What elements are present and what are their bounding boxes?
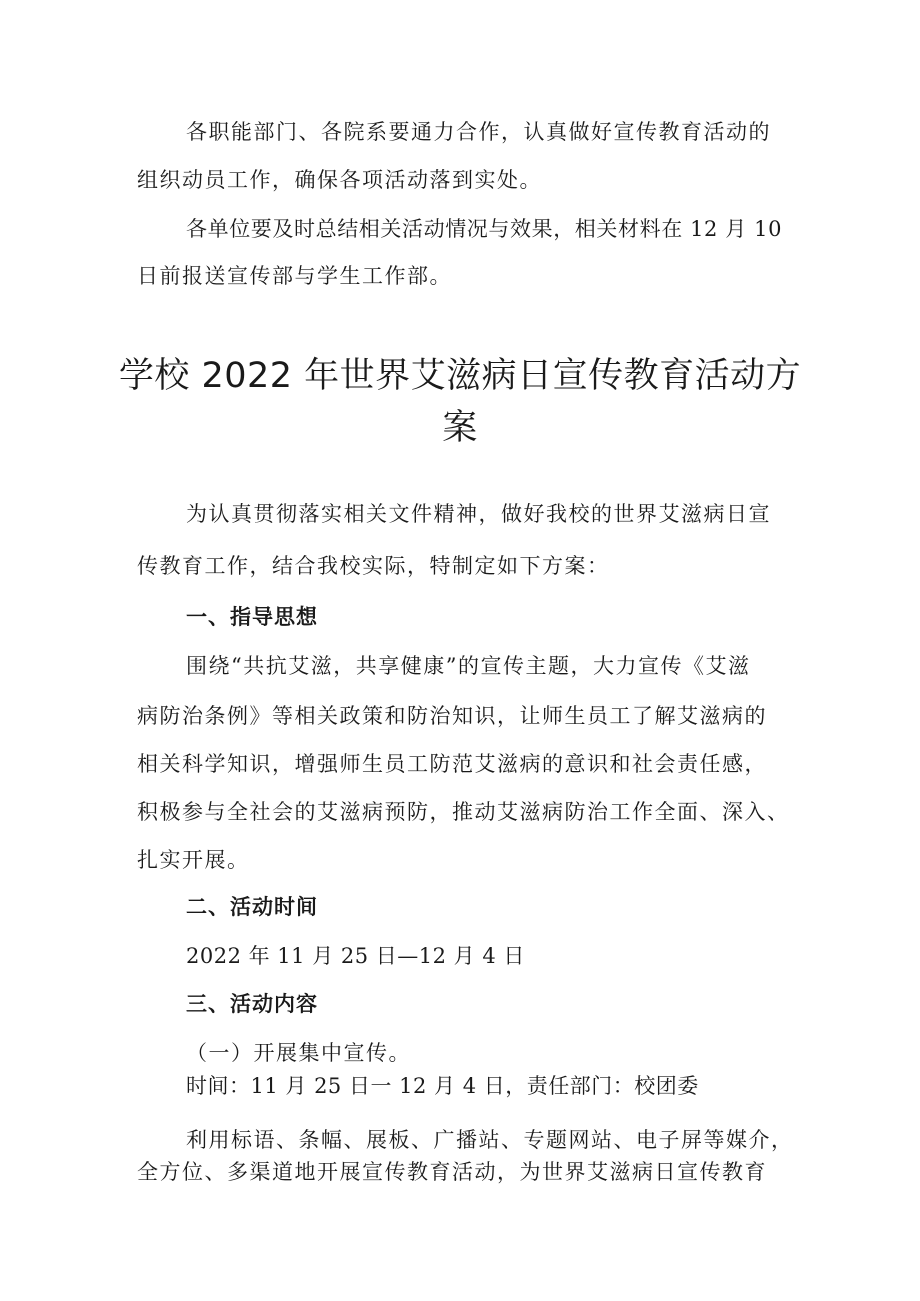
- paragraph-line: 组织动员工作，确保各项活动落到实处。: [137, 168, 542, 192]
- paragraph-line: 各职能部门、各院系要通力合作，认真做好宣传教育活动的: [186, 120, 771, 144]
- document-title: 学校 2022 年世界艾滋病日宣传教育活动方: [118, 356, 802, 396]
- paragraph-line: 各单位要及时总结相关活动情况与效果，相关材料在 12 月 10: [186, 217, 783, 241]
- section1-line: 围绕“共抗艾滋，共享健康”的宣传主题，大力宣传《艾滋: [186, 654, 751, 678]
- section-heading-guiding-idea: 一、指导思想: [186, 605, 318, 629]
- subsection-meta: 时间：11 月 25 日一 12 月 4 日，责任部门：校团委: [186, 1074, 699, 1098]
- paragraph-line: 日前报送宣传部与学生工作部。: [137, 264, 452, 288]
- section-heading-activity-content: 三、活动内容: [186, 992, 318, 1016]
- section1-line: 相关科学知识，增强师生员工防范艾滋病的意识和社会责任感，: [137, 752, 767, 776]
- subsection-line: 全方位、多渠道地开展宣传教育活动，为世界艾滋病日宣传教育: [137, 1160, 767, 1184]
- section1-line: 积极参与全社会的艾滋病预防，推动艾滋病防治工作全面、深入、: [137, 800, 790, 824]
- intro-line: 为认真贯彻落实相关文件精神，做好我校的世界艾滋病日宣: [186, 502, 771, 526]
- section-heading-activity-time: 二、活动时间: [186, 895, 318, 919]
- section1-line: 扎实开展。: [137, 848, 250, 872]
- document-title-continued: 案: [442, 408, 478, 448]
- activity-time-text: 2022 年 11 月 25 日—12 月 4 日: [186, 944, 525, 968]
- subsection-title: （一）开展集中宣传。: [186, 1041, 411, 1065]
- intro-line: 传教育工作，结合我校实际，特制定如下方案：: [137, 554, 610, 578]
- section1-line: 病防治条例》等相关政策和防治知识，让师生员工了解艾滋病的: [137, 704, 767, 728]
- subsection-line: 利用标语、条幅、展板、广播站、专题网站、电子屏等媒介，: [186, 1128, 794, 1152]
